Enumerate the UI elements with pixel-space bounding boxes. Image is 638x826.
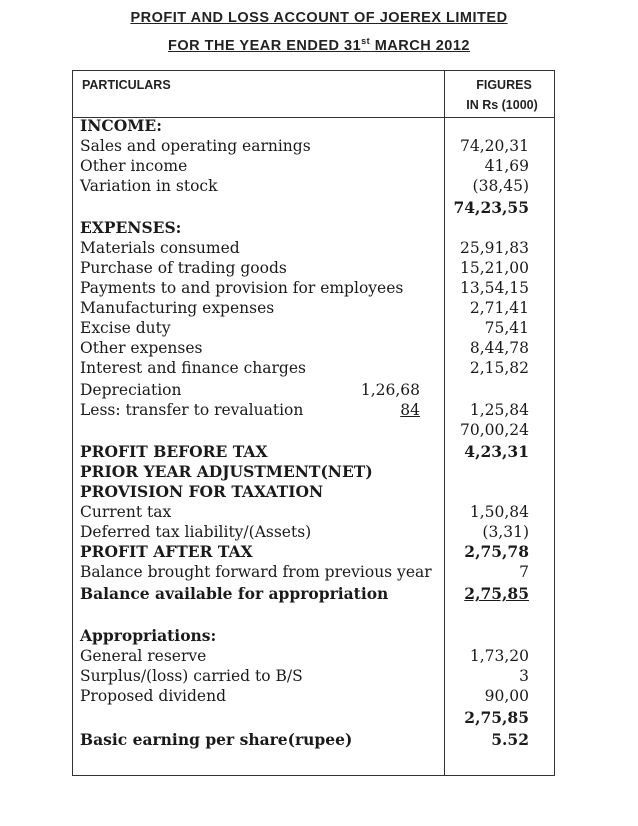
row-value: 2,75,78 <box>464 542 529 561</box>
row-value: 2,71,41 <box>469 299 529 317</box>
row-value: 1,25,84 <box>469 401 529 419</box>
statement-row <box>0 646 638 666</box>
statement-row <box>0 198 638 218</box>
statement-row <box>0 338 638 358</box>
row-value: (38,45) <box>472 177 529 195</box>
statement-row <box>0 176 638 196</box>
statement-row <box>0 686 638 706</box>
row-value: 70,00,24 <box>459 421 529 439</box>
statement-row <box>0 116 638 136</box>
statement-row <box>0 238 638 258</box>
row-value: 2,15,82 <box>469 359 529 377</box>
row-label: Balance available for appropriation <box>80 584 389 603</box>
row-value: 25,91,83 <box>459 239 529 257</box>
statement-row <box>0 358 638 378</box>
subtitle-ordinal: st <box>361 36 371 46</box>
row-value: 2,75,85 <box>464 584 529 603</box>
row-value: 74,23,55 <box>453 198 529 217</box>
row-label: PROFIT BEFORE TAX <box>80 442 268 461</box>
row-label: Basic earning per share(rupee) <box>80 730 353 749</box>
statement-row <box>0 626 638 646</box>
row-label: Current tax <box>80 503 172 521</box>
row-value: (3,31) <box>482 523 529 541</box>
row-label: INCOME: <box>80 116 162 135</box>
statement-row <box>0 136 638 156</box>
subtitle-tail: MARCH 2012 <box>370 38 470 54</box>
row-value: 41,69 <box>484 157 529 175</box>
row-value: 1,50,84 <box>469 503 529 521</box>
figures-header: FIGURES <box>476 78 532 92</box>
statement-row <box>0 380 638 400</box>
row-value: 1,73,20 <box>469 647 529 665</box>
row-label: General reserve <box>80 647 207 665</box>
row-label: Manufacturing expenses <box>80 299 275 317</box>
row-subtotal: 84 <box>400 401 420 419</box>
subtitle-main: FOR THE YEAR ENDED 31 <box>168 38 362 54</box>
row-value: 4,23,31 <box>464 442 529 461</box>
statement-row <box>0 462 638 482</box>
statement-row <box>0 502 638 522</box>
statement-row <box>0 218 638 238</box>
row-label: Interest and finance charges <box>80 359 306 377</box>
statement-row <box>0 278 638 298</box>
statement-row <box>0 482 638 502</box>
row-value: 13,54,15 <box>459 279 529 297</box>
particulars-header: PARTICULARS <box>82 78 171 92</box>
statement-row <box>0 730 638 750</box>
row-label: Surplus/(loss) carried to B/S <box>80 667 303 685</box>
statement-row <box>0 542 638 562</box>
row-label: Other expenses <box>80 339 203 357</box>
row-label: Balance brought forward from previous year <box>80 563 432 581</box>
statement-row <box>0 298 638 318</box>
row-value: 5.52 <box>491 730 529 749</box>
row-value: 74,20,31 <box>459 137 529 155</box>
row-value: 90,00 <box>484 687 529 705</box>
row-label: Payments to and provision for employees <box>80 279 404 297</box>
statement-row <box>0 420 638 440</box>
document-subtitle <box>0 36 638 54</box>
row-label: PROFIT AFTER TAX <box>80 542 253 561</box>
row-value: 7 <box>519 563 529 581</box>
row-label: Sales and operating earnings <box>80 137 311 155</box>
statement-row <box>0 584 638 604</box>
statement-row <box>0 442 638 462</box>
figures-unit: IN Rs (1000) <box>466 98 538 112</box>
row-label: Materials consumed <box>80 239 240 257</box>
row-label: PROVISION FOR TAXATION <box>80 482 324 501</box>
row-value: 3 <box>519 667 529 685</box>
row-label: Variation in stock <box>80 177 218 195</box>
row-value: 75,41 <box>484 319 529 337</box>
row-label: Deferred tax liability/(Assets) <box>80 523 312 541</box>
row-label: Proposed dividend <box>80 687 226 705</box>
row-label: Purchase of trading goods <box>80 259 287 277</box>
row-value: 2,75,85 <box>464 708 529 727</box>
statement-row <box>0 400 638 420</box>
row-label: Other income <box>80 157 188 175</box>
statement-row <box>0 258 638 278</box>
row-value: 8,44,78 <box>469 339 529 357</box>
row-label: PRIOR YEAR ADJUSTMENT(NET) <box>80 462 373 481</box>
row-value: 15,21,00 <box>459 259 529 277</box>
row-subtotal: 1,26,68 <box>360 381 420 399</box>
statement-row <box>0 522 638 542</box>
statement-row <box>0 318 638 338</box>
row-label: Depreciation <box>80 381 182 399</box>
row-label: Appropriations: <box>80 626 217 645</box>
statement-row <box>0 156 638 176</box>
row-label: Less: transfer to revaluation <box>80 401 304 419</box>
document-title: PROFIT AND LOSS ACCOUNT OF JOEREX LIMITED <box>130 10 508 26</box>
statement-row <box>0 562 638 582</box>
row-label: Excise duty <box>80 319 171 337</box>
statement-row <box>0 666 638 686</box>
row-label: EXPENSES: <box>80 218 182 237</box>
statement-row <box>0 708 638 728</box>
